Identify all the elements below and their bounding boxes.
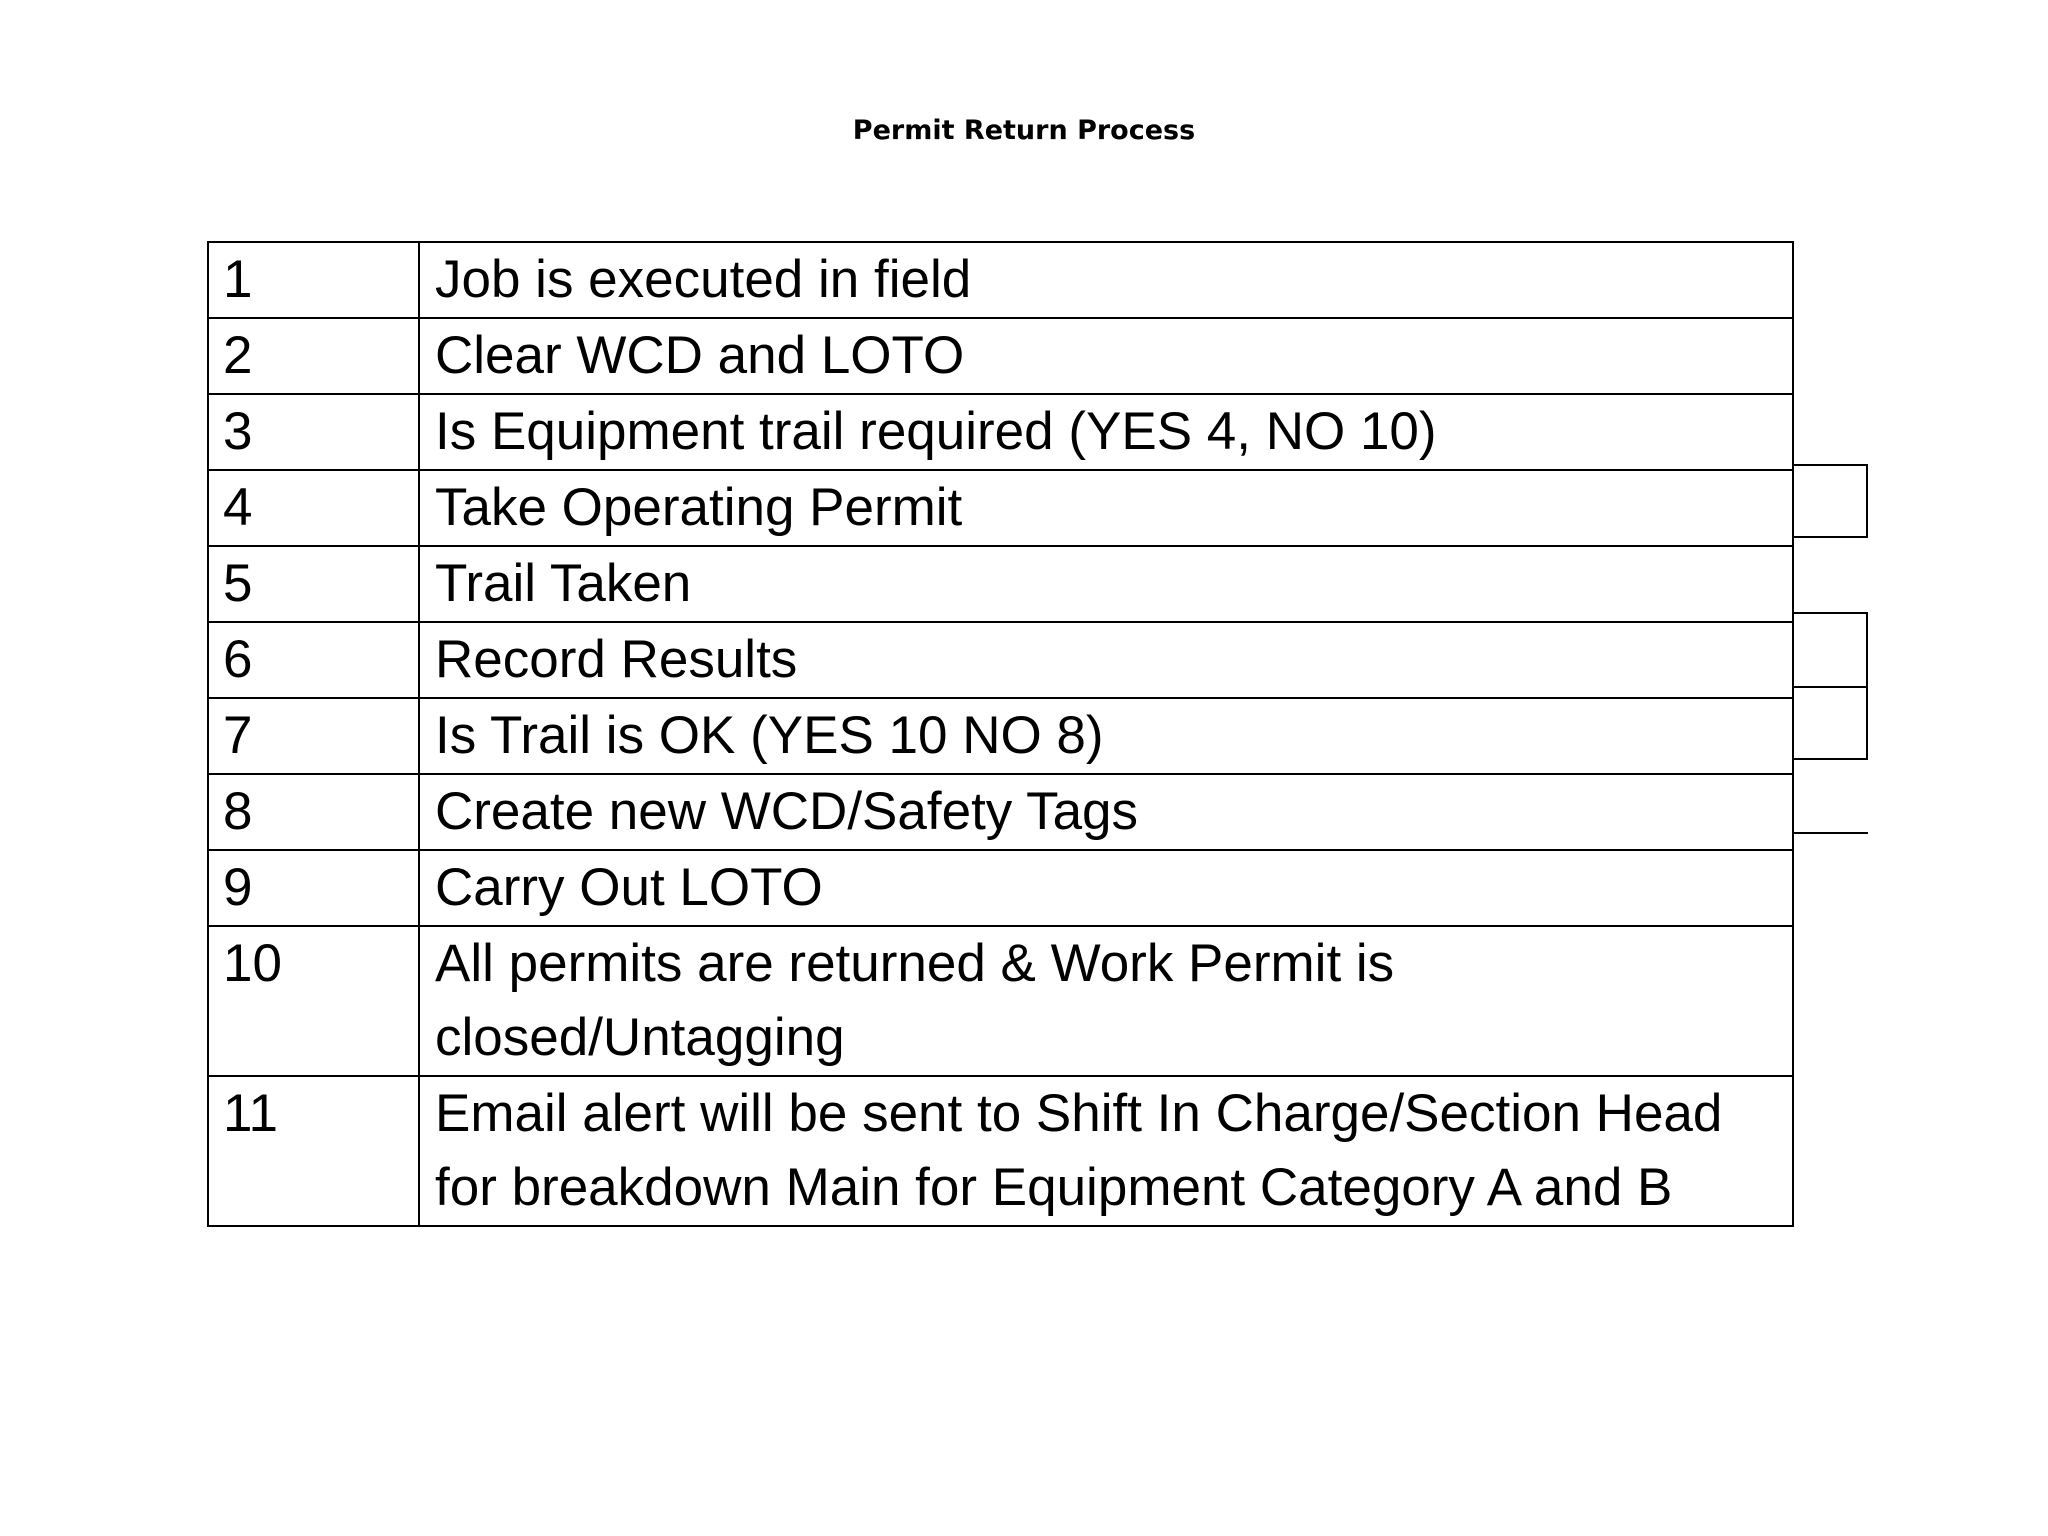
- step-number: 8: [208, 774, 419, 850]
- row-7-extension-bottom: [1793, 758, 1868, 760]
- step-number: 4: [208, 470, 419, 546]
- row-6-extension-bottom: [1793, 686, 1868, 688]
- step-number: 5: [208, 546, 419, 622]
- step-number: 2: [208, 318, 419, 394]
- table-row: [208, 1076, 1793, 1226]
- step-number: 11: [208, 1076, 419, 1226]
- step-description: Job is executed in field: [419, 242, 1793, 318]
- page-title: Permit Return Process: [852, 115, 1196, 146]
- step-number: 10: [208, 926, 419, 1076]
- table-row: [208, 774, 1793, 850]
- step-description: Trail Taken: [419, 546, 1793, 622]
- step-description: Is Trail is OK (YES 10 NO 8): [419, 698, 1793, 774]
- step-number: 6: [208, 622, 419, 698]
- table-row: [208, 622, 1793, 698]
- step-number: 7: [208, 698, 419, 774]
- table-row: [208, 394, 1793, 470]
- step-number: 1: [208, 242, 419, 318]
- table-row: [208, 850, 1793, 926]
- table-row: [208, 926, 1793, 1076]
- step-number: 9: [208, 850, 419, 926]
- row-4-extension-bottom: [1793, 536, 1868, 538]
- step-description: Clear WCD and LOTO: [419, 318, 1793, 394]
- permit-steps-table: [207, 241, 1794, 1227]
- row-4-extension-top: [1793, 464, 1868, 466]
- table-row: [208, 698, 1793, 774]
- step-description: All permits are returned & Work Permit is closed/Untagging: [419, 926, 1793, 1076]
- step-number: 3: [208, 394, 419, 470]
- row-4-extension-right: [1866, 464, 1868, 538]
- step-description: Take Operating Permit: [419, 470, 1793, 546]
- row-8-extension-bottom: [1793, 832, 1868, 834]
- table-row: [208, 318, 1793, 394]
- step-description: Record Results: [419, 622, 1793, 698]
- table-row: [208, 546, 1793, 622]
- step-description: Create new WCD/Safety Tags: [419, 774, 1793, 850]
- step-description: Is Equipment trail required (YES 4, NO 10): [419, 394, 1793, 470]
- table-row: [208, 242, 1793, 318]
- step-description: Email alert will be sent to Shift In Charge/Section Head for breakdown Main for Equipment Category A and B: [419, 1076, 1793, 1226]
- row-6-extension-top: [1793, 612, 1868, 614]
- step-description: Carry Out LOTO: [419, 850, 1793, 926]
- table-row: [208, 470, 1793, 546]
